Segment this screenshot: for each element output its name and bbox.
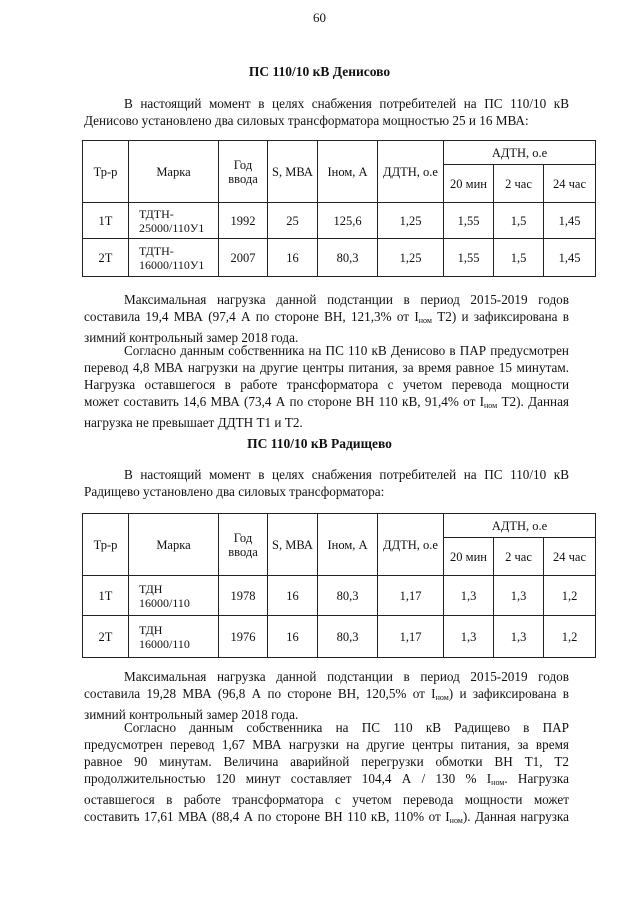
cell-inom: 80,3	[318, 576, 378, 616]
header-adtn: АДТН, о.е	[444, 141, 596, 165]
header-transformer: Тр-р	[83, 141, 129, 203]
text-line: Денисово установлено два силовых трансформатора мощностью 25 и 16 МВА:	[84, 113, 529, 128]
cell-transformer: 1Т	[83, 203, 129, 239]
cell-power: 16	[268, 616, 318, 658]
text-line: продолжительностью 120 минут составляет 104,4 А / 130 % $I_{ном}$. Нагрузка	[84, 771, 569, 787]
intro-paragraph-radishchevo	[84, 466, 569, 500]
transfer-paragraph-radishchevo	[84, 719, 569, 829]
load-paragraph-denisovo	[84, 291, 569, 346]
transfer-paragraph-denisovo	[84, 342, 569, 431]
table-row	[83, 576, 596, 616]
cell-ddtn: 1,25	[378, 239, 444, 277]
text-line: оставшегося в работе трансформатора с учетом перевода мощности может	[84, 792, 569, 807]
text-line: В настоящий момент в целях снабжения потребителей на ПС 110/10 кВ	[124, 96, 569, 111]
text-line: перевод 4,8 МВА нагрузки на другие центры питания, за время равное 15 минутам.	[84, 360, 569, 375]
text-line: может составить 14,6 МВА (73,4 А по стороне ВН 110 кВ, 91,4% от $I_{ном}$ Т2). Данная	[84, 394, 569, 410]
header-mark: Марка	[129, 141, 219, 203]
table-row	[83, 239, 596, 277]
cell-power: 16	[268, 239, 318, 277]
text-line: нагрузка не превышает ДДТН Т1 и Т2.	[84, 415, 303, 430]
header-2h: 2 час	[494, 538, 544, 576]
text-line: Согласно данным собственника на ПС 110 кВ Денисово в ПАР предусмотрен	[124, 343, 569, 358]
intro-paragraph-denisovo	[84, 95, 569, 129]
cell-transformer: 2Т	[83, 239, 129, 277]
page-number: 60	[313, 10, 326, 25]
cell-mark: ТДТН- 25000/110У1	[129, 203, 219, 239]
header-ddtn: ДДТН, о.е	[378, 514, 444, 576]
cell-20min: 1,55	[444, 203, 494, 239]
cell-power: 25	[268, 203, 318, 239]
header-inom: Iном, А	[318, 141, 378, 203]
text-line: В настоящий момент в целях снабжения потребителей на ПС 110/10 кВ	[124, 467, 569, 482]
cell-2h: 1,5	[494, 239, 544, 277]
header-power: S, МВА	[268, 141, 318, 203]
cell-power: 16	[268, 576, 318, 616]
cell-transformer: 2Т	[83, 616, 129, 658]
header-year: Год ввода	[219, 141, 268, 203]
text-line: зимний контрольный замер 2018 года.	[84, 330, 299, 345]
header-24h: 24 час	[544, 538, 596, 576]
cell-year: 2007	[219, 239, 268, 277]
cell-24h: 1,2	[544, 576, 596, 616]
table-row	[83, 203, 596, 239]
header-20min: 20 мин	[444, 165, 494, 203]
transformer-table-denisovo	[82, 140, 596, 277]
header-24h: 24 час	[544, 165, 596, 203]
header-year: Год ввода	[219, 514, 268, 576]
text-line: предусмотрен перевод 1,67 МВА нагрузки на другие центры питания, за время	[84, 737, 569, 752]
header-ddtn: ДДТН, о.е	[378, 141, 444, 203]
cell-mark: ТДН 16000/110	[129, 616, 219, 658]
text-line: Радищево установлено два силовых трансформатора:	[84, 484, 385, 499]
text-line: составить 17,61 МВА (88,4 А по стороне ВН 110 кВ, 110% от $I_{ном}$). Данная нагрузка	[84, 809, 569, 825]
header-transformer: Тр-р	[83, 514, 129, 576]
transformer-table-radishchevo	[82, 513, 596, 658]
text-line: составила 19,4 МВА (97,4 А по стороне ВН, 121,3% от $I_{ном}$ Т2) и зафиксирована в	[84, 309, 569, 325]
cell-ddtn: 1,17	[378, 576, 444, 616]
text-line: составила 19,28 МВА (96,8 А по стороне ВН, 120,5% от $I_{ном}$) и зафиксирована в	[84, 686, 569, 702]
text-line: Согласно данным собственника на ПС 110 кВ Радищево в ПАР	[124, 720, 569, 735]
cell-ddtn: 1,25	[378, 203, 444, 239]
cell-ddtn: 1,17	[378, 616, 444, 658]
table-row	[83, 616, 596, 658]
text-line: равное 90 минутам. Величина аварийной перегрузки обмотки ВН Т1, Т2	[84, 754, 569, 769]
text-line: Нагрузка оставшегося в работе трансформатора с учетом перевода мощности	[84, 377, 569, 392]
cell-year: 1978	[219, 576, 268, 616]
cell-inom: 80,3	[318, 616, 378, 658]
cell-inom: 125,6	[318, 203, 378, 239]
cell-24h: 1,45	[544, 239, 596, 277]
header-adtn: АДТН, о.е	[444, 514, 596, 538]
header-power: S, МВА	[268, 514, 318, 576]
cell-inom: 80,3	[318, 239, 378, 277]
cell-20min: 1,3	[444, 576, 494, 616]
cell-2h: 1,3	[494, 576, 544, 616]
cell-2h: 1,3	[494, 616, 544, 658]
text-line: зимний контрольный замер 2018 года.	[84, 707, 299, 722]
text-line: Максимальная нагрузка данной подстанции в период 2015-2019 годов	[124, 669, 569, 684]
cell-year: 1976	[219, 616, 268, 658]
header-20min: 20 мин	[444, 538, 494, 576]
cell-mark: ТДТН- 16000/110У1	[129, 239, 219, 277]
text-line: Максимальная нагрузка данной подстанции в период 2015-2019 годов	[124, 292, 569, 307]
cell-2h: 1,5	[494, 203, 544, 239]
section-title-denisovo: ПС 110/10 кВ Денисово	[248, 64, 391, 79]
cell-20min: 1,3	[444, 616, 494, 658]
cell-24h: 1,2	[544, 616, 596, 658]
cell-20min: 1,55	[444, 239, 494, 277]
section-title-radishchevo: ПС 110/10 кВ Радищево	[247, 436, 392, 451]
cell-transformer: 1Т	[83, 576, 129, 616]
header-inom: Iном, А	[318, 514, 378, 576]
cell-year: 1992	[219, 203, 268, 239]
cell-mark: ТДН 16000/110	[129, 576, 219, 616]
header-mark: Марка	[129, 514, 219, 576]
cell-24h: 1,45	[544, 203, 596, 239]
header-2h: 2 час	[494, 165, 544, 203]
load-paragraph-radishchevo	[84, 668, 569, 723]
